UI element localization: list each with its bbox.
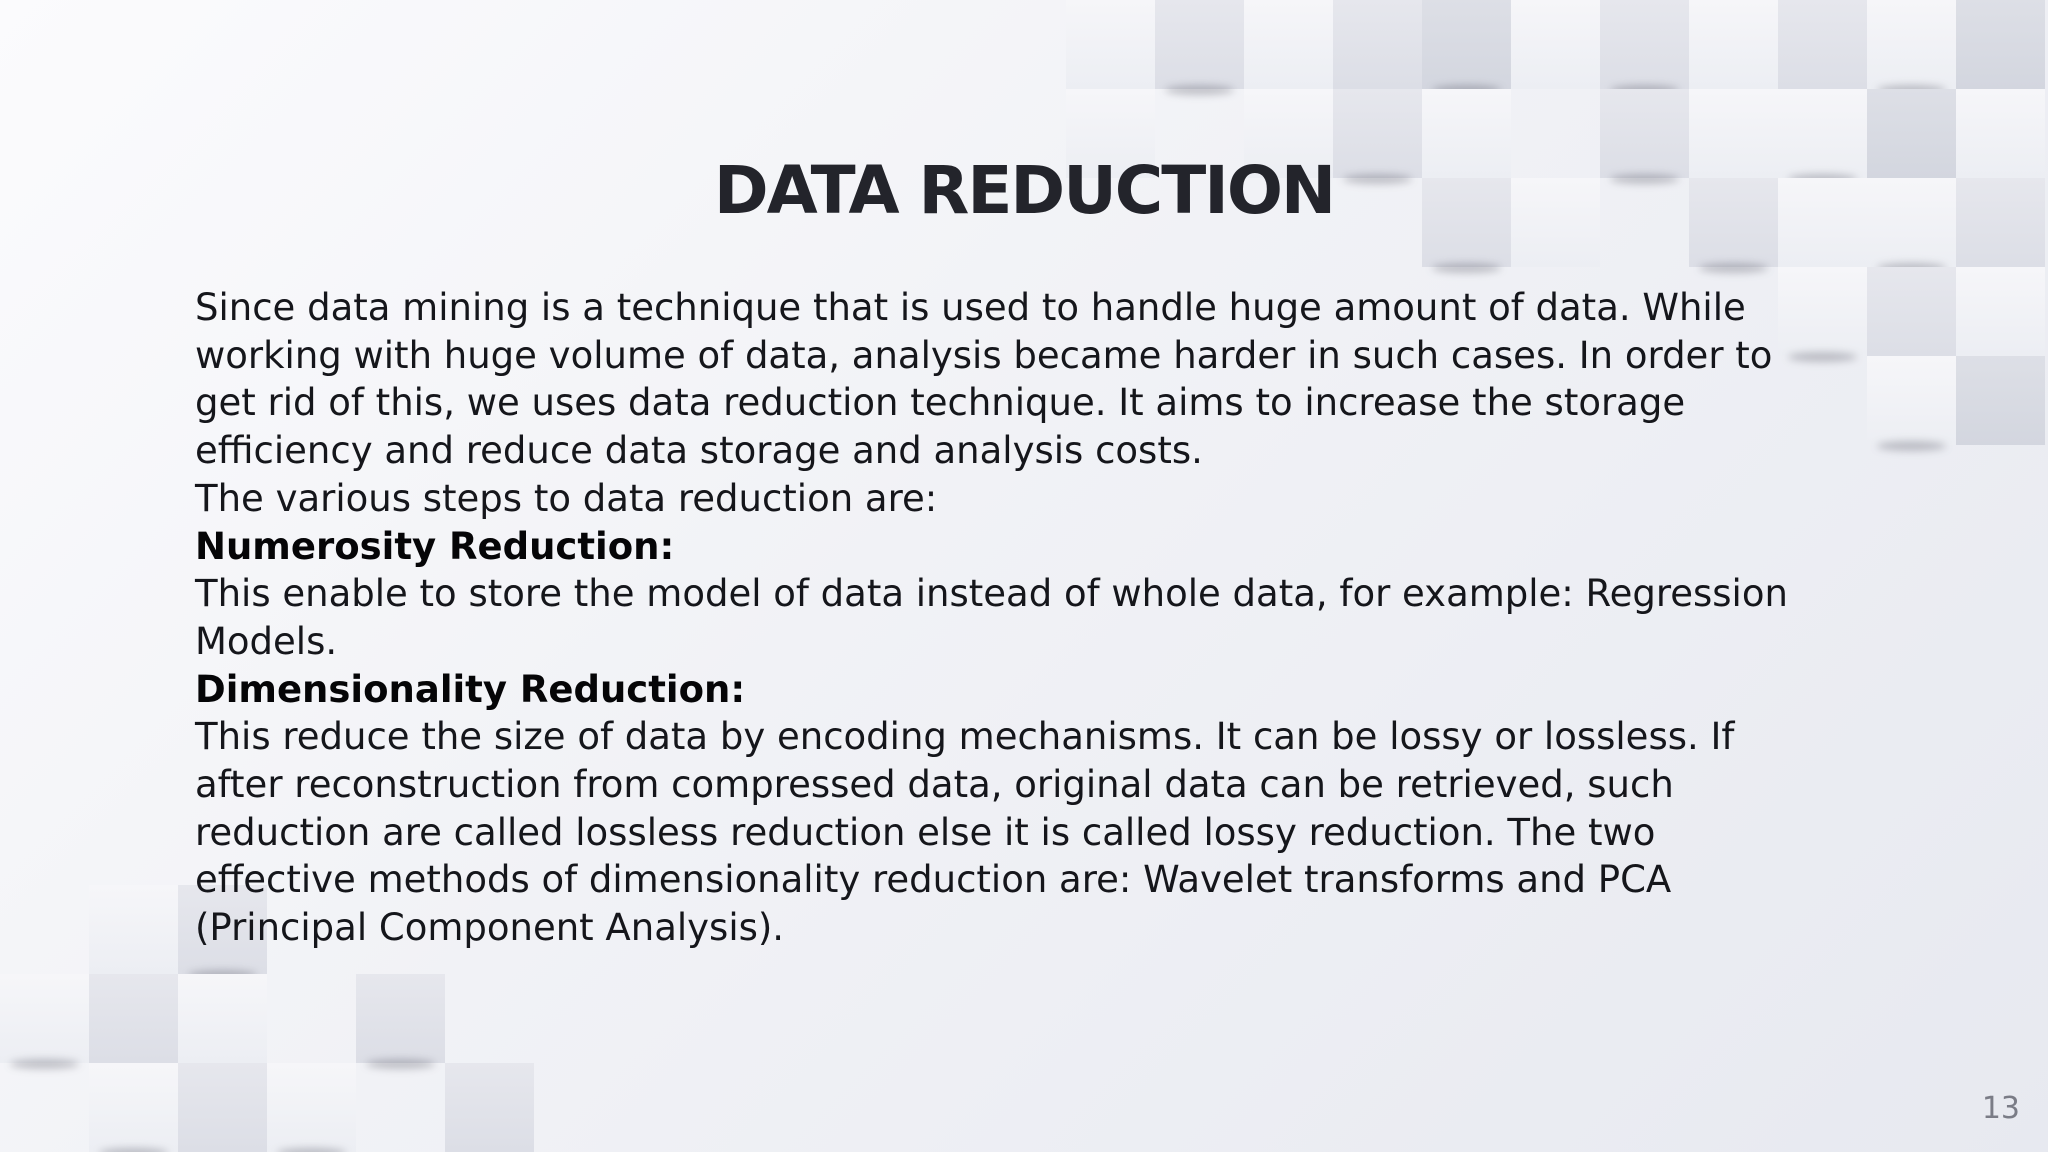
decor-tile <box>1778 0 1867 89</box>
decor-tile <box>1244 0 1333 89</box>
steps-intro: The various steps to data reduction are: <box>195 476 938 520</box>
dimensionality-description: This reduce the size of data by encoding mechanisms. It can be lossy or lossless. If after reconstruction from compressed data, original data can be retrieved, such reduction are called lossless reduction else it is called lossy reduction. The two effective methods of dimensionality reduction are: Wavelet transforms and PCA (Principal Component Analysis). <box>195 715 1735 950</box>
decor-tile <box>1867 267 1956 356</box>
decor-tile <box>356 974 445 1063</box>
numerosity-heading: Numerosity Reduction: <box>195 524 675 568</box>
intro-paragraph: Since data mining is a technique that is used to handle huge amount of data. While working with huge volume of data, analysis became harder in such cases. In order to get rid of this, we uses data reduction technique. It aims to increase the storage efficiency and reduce data storage and analysis costs. <box>195 286 1773 473</box>
decor-tile <box>89 1063 178 1152</box>
decor-tile <box>1600 0 1689 89</box>
decor-tile <box>1867 356 1956 445</box>
decor-tile <box>1333 0 1422 89</box>
dimensionality-heading: Dimensionality Reduction: <box>195 667 746 711</box>
decor-tile <box>89 885 178 974</box>
decor-tile <box>178 974 267 1063</box>
decor-tile <box>1511 0 1600 89</box>
decor-tile <box>1155 0 1244 89</box>
decor-tile <box>89 974 178 1063</box>
decor-tile <box>445 1063 534 1152</box>
decor-tile <box>1956 0 2045 89</box>
decor-tile <box>1689 0 1778 89</box>
decor-tile <box>178 1063 267 1152</box>
decor-tile <box>1867 0 1956 89</box>
decor-tile <box>1956 267 2045 356</box>
decor-tile <box>267 1063 356 1152</box>
slide-title: DATA REDUCTION <box>713 152 1335 229</box>
numerosity-description: This enable to store the model of data instead of whole data, for example: Regression Models. <box>195 572 1788 663</box>
slide-body <box>195 284 1795 952</box>
decor-tile <box>1422 0 1511 89</box>
page-number: 13 <box>1981 1091 2020 1126</box>
decor-tile <box>1066 0 1155 89</box>
decor-tile <box>1956 356 2045 445</box>
decor-tile <box>0 974 89 1063</box>
